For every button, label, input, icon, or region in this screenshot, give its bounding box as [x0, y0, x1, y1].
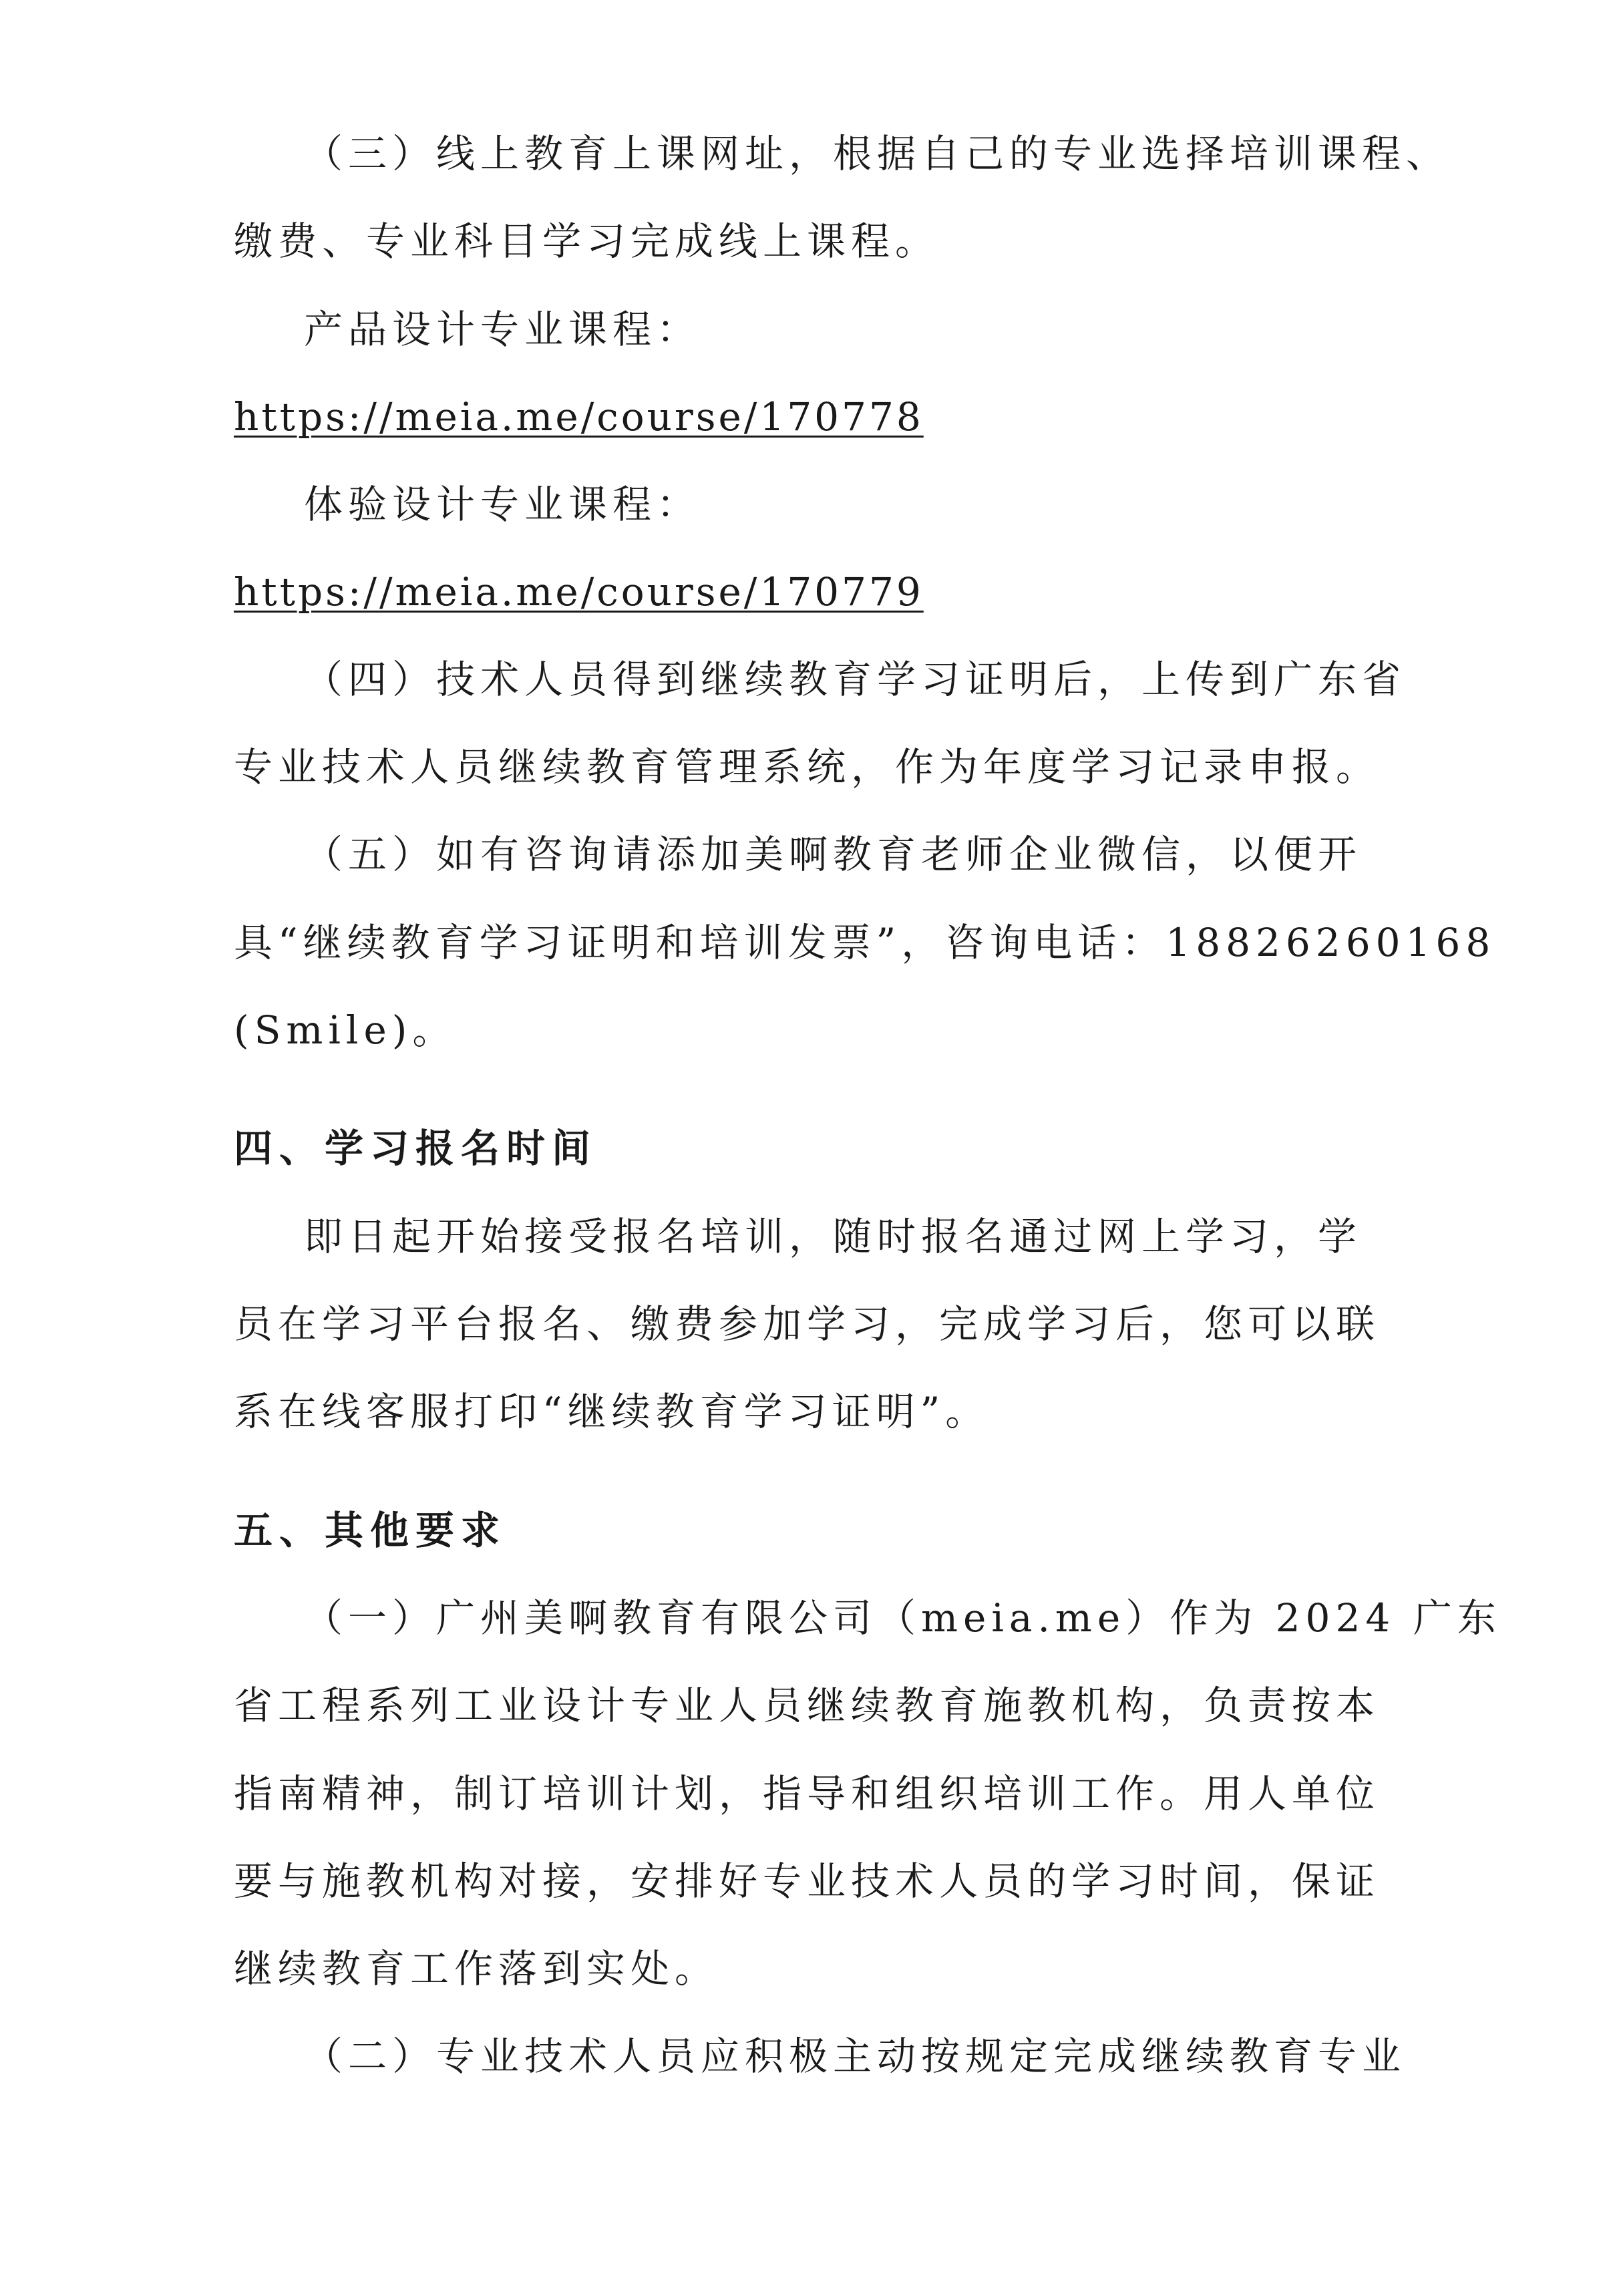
course-label-product: 产品设计专业课程：: [304, 307, 701, 352]
section4-line2: 员在学习平台报名、缴费参加学习，完成学习后，您可以联: [234, 1301, 1381, 1347]
item5-line3: (Smile)。: [234, 1007, 457, 1053]
section4-line1: 即日起开始接受报名培训，随时报名通过网上学习，学: [304, 1214, 1363, 1259]
item4-line2: 专业技术人员继续教育管理系统，作为年度学习记录申报。: [234, 744, 1381, 790]
section5-item1-line2: 省工程系列工业设计专业人员继续教育施教机构，负责按本: [234, 1683, 1381, 1728]
item3-line2: 缴费、专业科目学习完成线上课程。: [234, 218, 940, 264]
course-link-product[interactable]: https://meia.me/course/170778: [234, 394, 924, 440]
item5-line1: （五）如有咨询请添加美啊教育老师企业微信，以便开: [304, 832, 1363, 877]
item4-line1: （四）技术人员得到继续教育学习证明后，上传到广东省: [304, 657, 1407, 702]
item5-line2: 具“继续教育学习证明和培训发票”，咨询电话：18826260168: [234, 920, 1496, 965]
item3-line1: （三）线上教育上课网址，根据自己的专业选择培训课程、: [304, 131, 1451, 176]
section5-item1-line3: 指南精神，制订培训计划，指导和组织培训工作。用人单位: [234, 1771, 1381, 1816]
section5-item1-line1: （一）广州美啊教育有限公司（meia.me）作为 2024 广东: [304, 1595, 1501, 1641]
course-label-experience: 体验设计专业课程：: [304, 482, 701, 527]
section4-line3: 系在线客服打印“继续教育学习证明”。: [234, 1389, 990, 1434]
section5-item1-line4: 要与施教机构对接，安排好专业技术人员的学习时间，保证: [234, 1858, 1381, 1904]
section5-heading: 五、其他要求: [234, 1508, 507, 1553]
section5-item2-line1: （二）专业技术人员应积极主动按规定完成继续教育专业: [304, 2033, 1407, 2079]
course-link-experience[interactable]: https://meia.me/course/170779: [234, 569, 924, 615]
section5-item1-line5: 继续教育工作落到实处。: [234, 1946, 719, 1991]
section4-heading: 四、学习报名时间: [234, 1126, 598, 1171]
